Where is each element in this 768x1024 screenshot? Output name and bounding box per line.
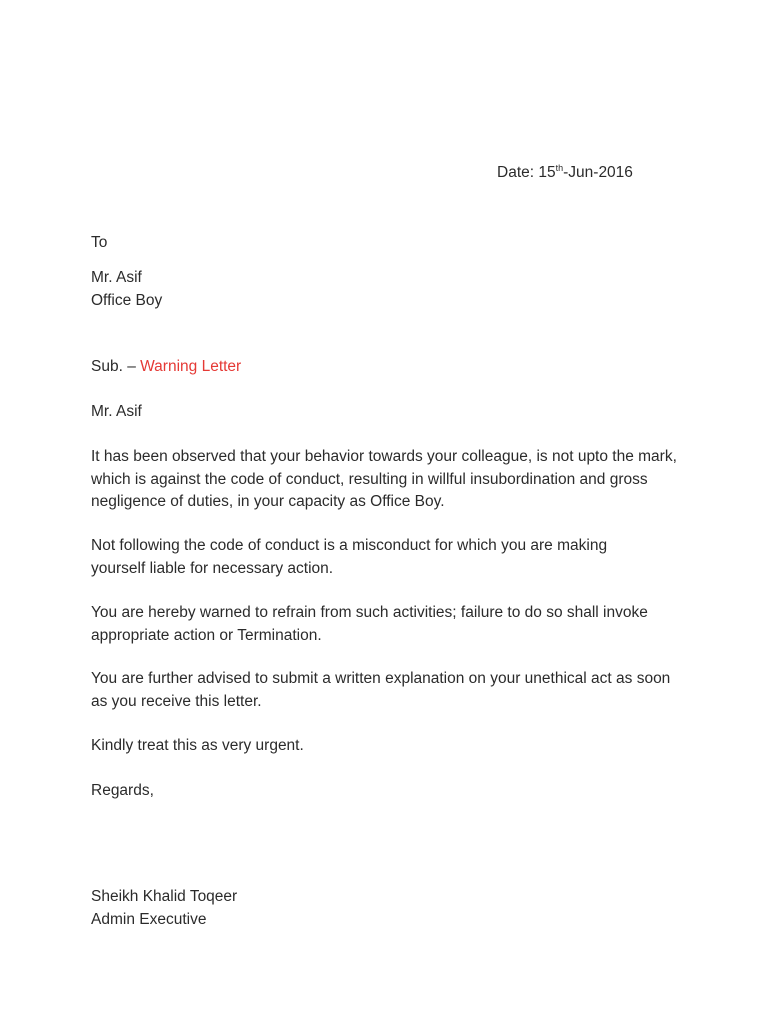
closing: Regards, [91,782,154,799]
subject-text: Warning Letter [140,358,242,375]
to-label: To [91,234,108,251]
subject-prefix: Sub. – [91,358,141,375]
recipient-title: Office Boy [91,292,163,309]
signatory-name: Sheikh Khalid Toqeer [91,888,238,905]
body-paragraph-2: Not following the code of conduct is a misconduct for which you are making yourself liable for necessary action. [91,537,608,577]
salutation: Mr. Asif [91,403,142,420]
subject-line [91,356,241,378]
date-label: Date: 15 [497,164,556,181]
recipient-name: Mr. Asif [91,269,142,286]
date-suffix: th [555,163,564,173]
body-paragraph-1: It has been observed that your behavior towards your colleague, is not upto the mark, which is against the code of conduct, resulting in willful insubordination and gross negligence of duties, in your capacity as Office Boy. [91,448,677,510]
body-paragraph-4: You are further advised to submit a written explanation on your unethical act as soon as you receive this letter. [91,670,671,710]
signatory-title: Admin Executive [91,911,207,928]
letter-date [497,162,633,184]
body-paragraph-5: Kindly treat this as very urgent. [91,737,304,754]
body-paragraph-3: You are hereby warned to refrain from such activities; failure to do so shall invoke appropriate action or Termination. [91,604,648,644]
date-rest: -Jun-2016 [563,164,633,181]
